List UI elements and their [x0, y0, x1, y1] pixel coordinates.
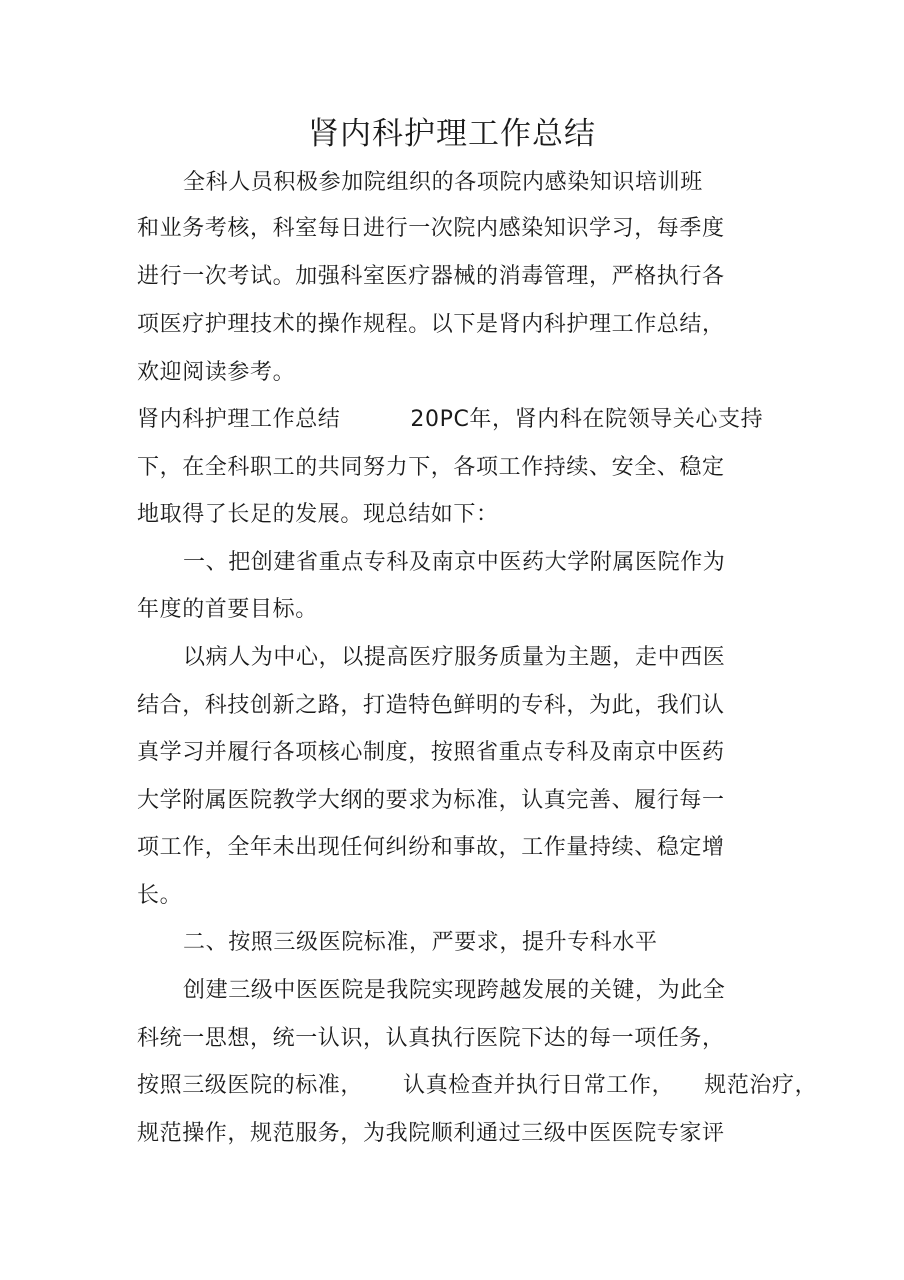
text-line-mixed — [137, 1071, 817, 1101]
text-line: 规范操作，规范服务，为我院顺利通过三级中医医院专家评 — [137, 1121, 725, 1146]
text-line: 科统一思想，统一认识，认真执行医院下达的每一项任务， — [137, 1026, 725, 1051]
text-line: 创建三级中医医院是我院实现跨越发展的关键，为此全 — [183, 978, 726, 1003]
text-line: 以病人为中心，以提高医疗服务质量为主题，走中西医 — [183, 645, 726, 670]
text-fragment: 认真检查并执行日常工作， — [403, 1073, 675, 1098]
text-fragment: 20PC年，肾内科在院领导关心支持 — [410, 407, 764, 432]
text-line: 项医疗护理技术的操作规程。以下是肾内科护理工作总结， — [137, 312, 725, 337]
text-line: 和业务考核，科室每日进行一次院内感染知识学习，每季度 — [137, 216, 725, 241]
text-line: 真学习并履行各项核心制度，按照省重点专科及南京中医药 — [137, 740, 725, 765]
page-title: 肾内科护理工作总结 — [308, 116, 596, 152]
section-heading: 二、按照三级医院标准，严要求，提升专科水平 — [183, 930, 658, 955]
text-line: 欢迎阅读参考。 — [137, 360, 296, 385]
text-line: 进行一次考试。加强科室医疗器械的消毒管理，严格执行各 — [137, 264, 725, 289]
section-heading-inline: 肾内科护理工作总结 — [137, 407, 341, 432]
text-line: 长。 — [137, 883, 183, 908]
text-line: 下，在全科职工的共同努力下，各项工作持续、安全、稳定 — [137, 455, 725, 480]
text-line: 地取得了长足的发展。现总结如下： — [137, 502, 499, 527]
text-line: 年度的首要目标。 — [137, 597, 318, 622]
text-fragment: 按照三级医院的标准， — [137, 1073, 364, 1098]
text-line: 全科人员积极参加院组织的各项院内感染知识培训班 — [183, 170, 703, 195]
text-line: 大学附属医院教学大纲的要求为标准，认真完善、履行每一 — [137, 788, 725, 813]
text-line: 项工作，全年未出现任何纠纷和事故，工作量持续、稳定增 — [137, 835, 725, 860]
text-line: 结合，科技创新之路，打造特色鲜明的专科，为此，我们认 — [137, 693, 725, 718]
section-heading: 一、把创建省重点专科及南京中医药大学附属医院作为 — [183, 550, 726, 575]
text-line-mixed — [137, 405, 763, 435]
text-fragment: 规范治疗， — [704, 1073, 818, 1098]
